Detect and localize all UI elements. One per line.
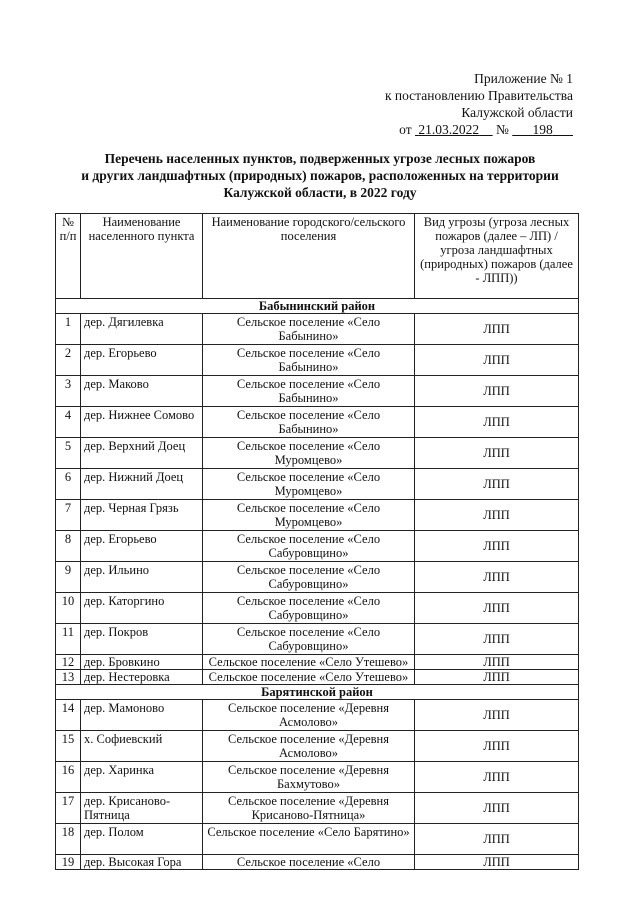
table-row [56,655,579,670]
row-locality: дер. Нижний Доец [81,469,203,500]
row-settlement: Сельское поселение «Село [203,855,415,870]
district-row [56,299,579,314]
row-settlement: Сельское поселение «Село Утешево» [203,655,415,670]
row-settlement: Сельское поселение «Село Сабуровщино» [203,624,415,655]
row-number: 14 [56,700,81,731]
table-row [56,438,579,469]
row-settlement: Сельское поселение «Село Барятино» [203,824,415,855]
document-title [40,150,600,201]
table-row [56,531,579,562]
document-header [385,70,573,138]
row-number: 3 [56,376,81,407]
row-threat: ЛПП [415,438,579,469]
date-number-line [385,121,573,138]
row-number: 12 [56,655,81,670]
table-row [56,793,579,824]
row-settlement: Сельское поселение «Деревня Асмолово» [203,700,415,731]
row-threat: ЛПП [415,531,579,562]
col-header-settlement: Наименование городского/сельского поселения [203,214,415,299]
table-row [56,562,579,593]
col-header-locality: Наименование населенного пункта [81,214,203,299]
row-threat: ЛПП [415,824,579,855]
row-number: 9 [56,562,81,593]
settlements-table [55,213,579,870]
row-settlement: Сельское поселение «Село Бабынино» [203,314,415,345]
row-number: 17 [56,793,81,824]
table-row [56,855,579,870]
row-locality: дер. Ильино [81,562,203,593]
row-threat: ЛПП [415,376,579,407]
row-locality: х. Софиевский [81,731,203,762]
row-number: 18 [56,824,81,855]
title-line-3: Калужской области, в 2022 году [223,185,417,200]
row-locality: дер. Нестеровка [81,670,203,685]
row-threat: ЛПП [415,762,579,793]
district-row [56,685,579,700]
row-threat: ЛПП [415,469,579,500]
table-body [56,299,579,870]
row-locality: дер. Мамоново [81,700,203,731]
title-line-1: Перечень населенных пунктов, подверженных угрозе лесных пожаров [104,151,536,166]
appendix-label: Приложение № 1 [474,71,573,86]
date-prefix: от [399,122,412,137]
row-locality: дер. Егорьево [81,531,203,562]
row-locality: дер. Дягилевка [81,314,203,345]
row-locality: дер. Крисаново-Пятница [81,793,203,824]
row-locality: дер. Маково [81,376,203,407]
table-row [56,314,579,345]
row-settlement: Сельское поселение «Село Сабуровщино» [203,562,415,593]
table-row [56,469,579,500]
row-number: 5 [56,438,81,469]
district-name: Бабынинский район [56,299,579,314]
row-number: 8 [56,531,81,562]
col-header-number: № п/п [56,214,81,299]
row-number: 7 [56,500,81,531]
row-locality: дер. Харинка [81,762,203,793]
row-threat: ЛПП [415,345,579,376]
table-row [56,824,579,855]
number-prefix: № [495,122,509,137]
title-line-2: и других ландшафтных (природных) пожаров, расположенных на территории [81,168,559,183]
row-number: 10 [56,593,81,624]
table-row [56,407,579,438]
row-locality: дер. Полом [81,824,203,855]
table-row [56,500,579,531]
row-number: 6 [56,469,81,500]
row-settlement: Сельское поселение «Село Сабуровщино» [203,593,415,624]
resolution-label: к постановлению Правительства [384,88,573,103]
row-threat: ЛПП [415,500,579,531]
table-row [56,624,579,655]
row-settlement: Сельское поселение «Село Утешево» [203,670,415,685]
district-name: Барятинской район [56,685,579,700]
col-header-threat: Вид угрозы (угроза лесных пожаров (далее – ЛП) / угроза ландшафтных (природных) пожаров (далее - ЛПП)) [415,214,579,299]
row-number: 2 [56,345,81,376]
row-settlement: Сельское поселение «Деревня Асмолово» [203,731,415,762]
row-number: 11 [56,624,81,655]
row-threat: ЛПП [415,407,579,438]
row-threat: ЛПП [415,670,579,685]
row-settlement: Сельское поселение «Деревня Бахмутово» [203,762,415,793]
row-threat: ЛПП [415,855,579,870]
row-locality: дер. Егорьево [81,345,203,376]
table-row [56,670,579,685]
row-number: 16 [56,762,81,793]
resolution-number: 198 [532,122,553,137]
row-settlement: Сельское поселение «Село Бабынино» [203,376,415,407]
row-settlement: Сельское поселение «Деревня Крисаново-Пятница» [203,793,415,824]
table-row [56,376,579,407]
row-locality: дер. Бровкино [81,655,203,670]
table-row [56,593,579,624]
row-settlement: Сельское поселение «Село Бабынино» [203,407,415,438]
row-threat: ЛПП [415,793,579,824]
row-threat: ЛПП [415,314,579,345]
row-threat: ЛПП [415,700,579,731]
table-header-row [56,214,579,299]
table-row [56,345,579,376]
table-row [56,731,579,762]
row-threat: ЛПП [415,593,579,624]
row-threat: ЛПП [415,731,579,762]
table-row [56,762,579,793]
row-locality: дер. Высокая Гора [81,855,203,870]
row-settlement: Сельское поселение «Село Бабынино» [203,345,415,376]
row-locality: дер. Покров [81,624,203,655]
row-number: 13 [56,670,81,685]
row-locality: дер. Черная Грязь [81,500,203,531]
row-number: 15 [56,731,81,762]
row-threat: ЛПП [415,562,579,593]
row-locality: дер. Нижнее Сомово [81,407,203,438]
table-row [56,700,579,731]
row-settlement: Сельское поселение «Село Муромцево» [203,469,415,500]
row-settlement: Сельское поселение «Село Сабуровщино» [203,531,415,562]
row-threat: ЛПП [415,655,579,670]
resolution-date: 21.03.2022 [418,122,480,137]
row-threat: ЛПП [415,624,579,655]
row-number: 19 [56,855,81,870]
row-locality: дер. Верхний Доец [81,438,203,469]
row-number: 4 [56,407,81,438]
row-settlement: Сельское поселение «Село Муромцево» [203,500,415,531]
row-locality: дер. Каторгино [81,593,203,624]
region-label: Калужской области [461,105,573,120]
row-number: 1 [56,314,81,345]
row-settlement: Сельское поселение «Село Муромцево» [203,438,415,469]
